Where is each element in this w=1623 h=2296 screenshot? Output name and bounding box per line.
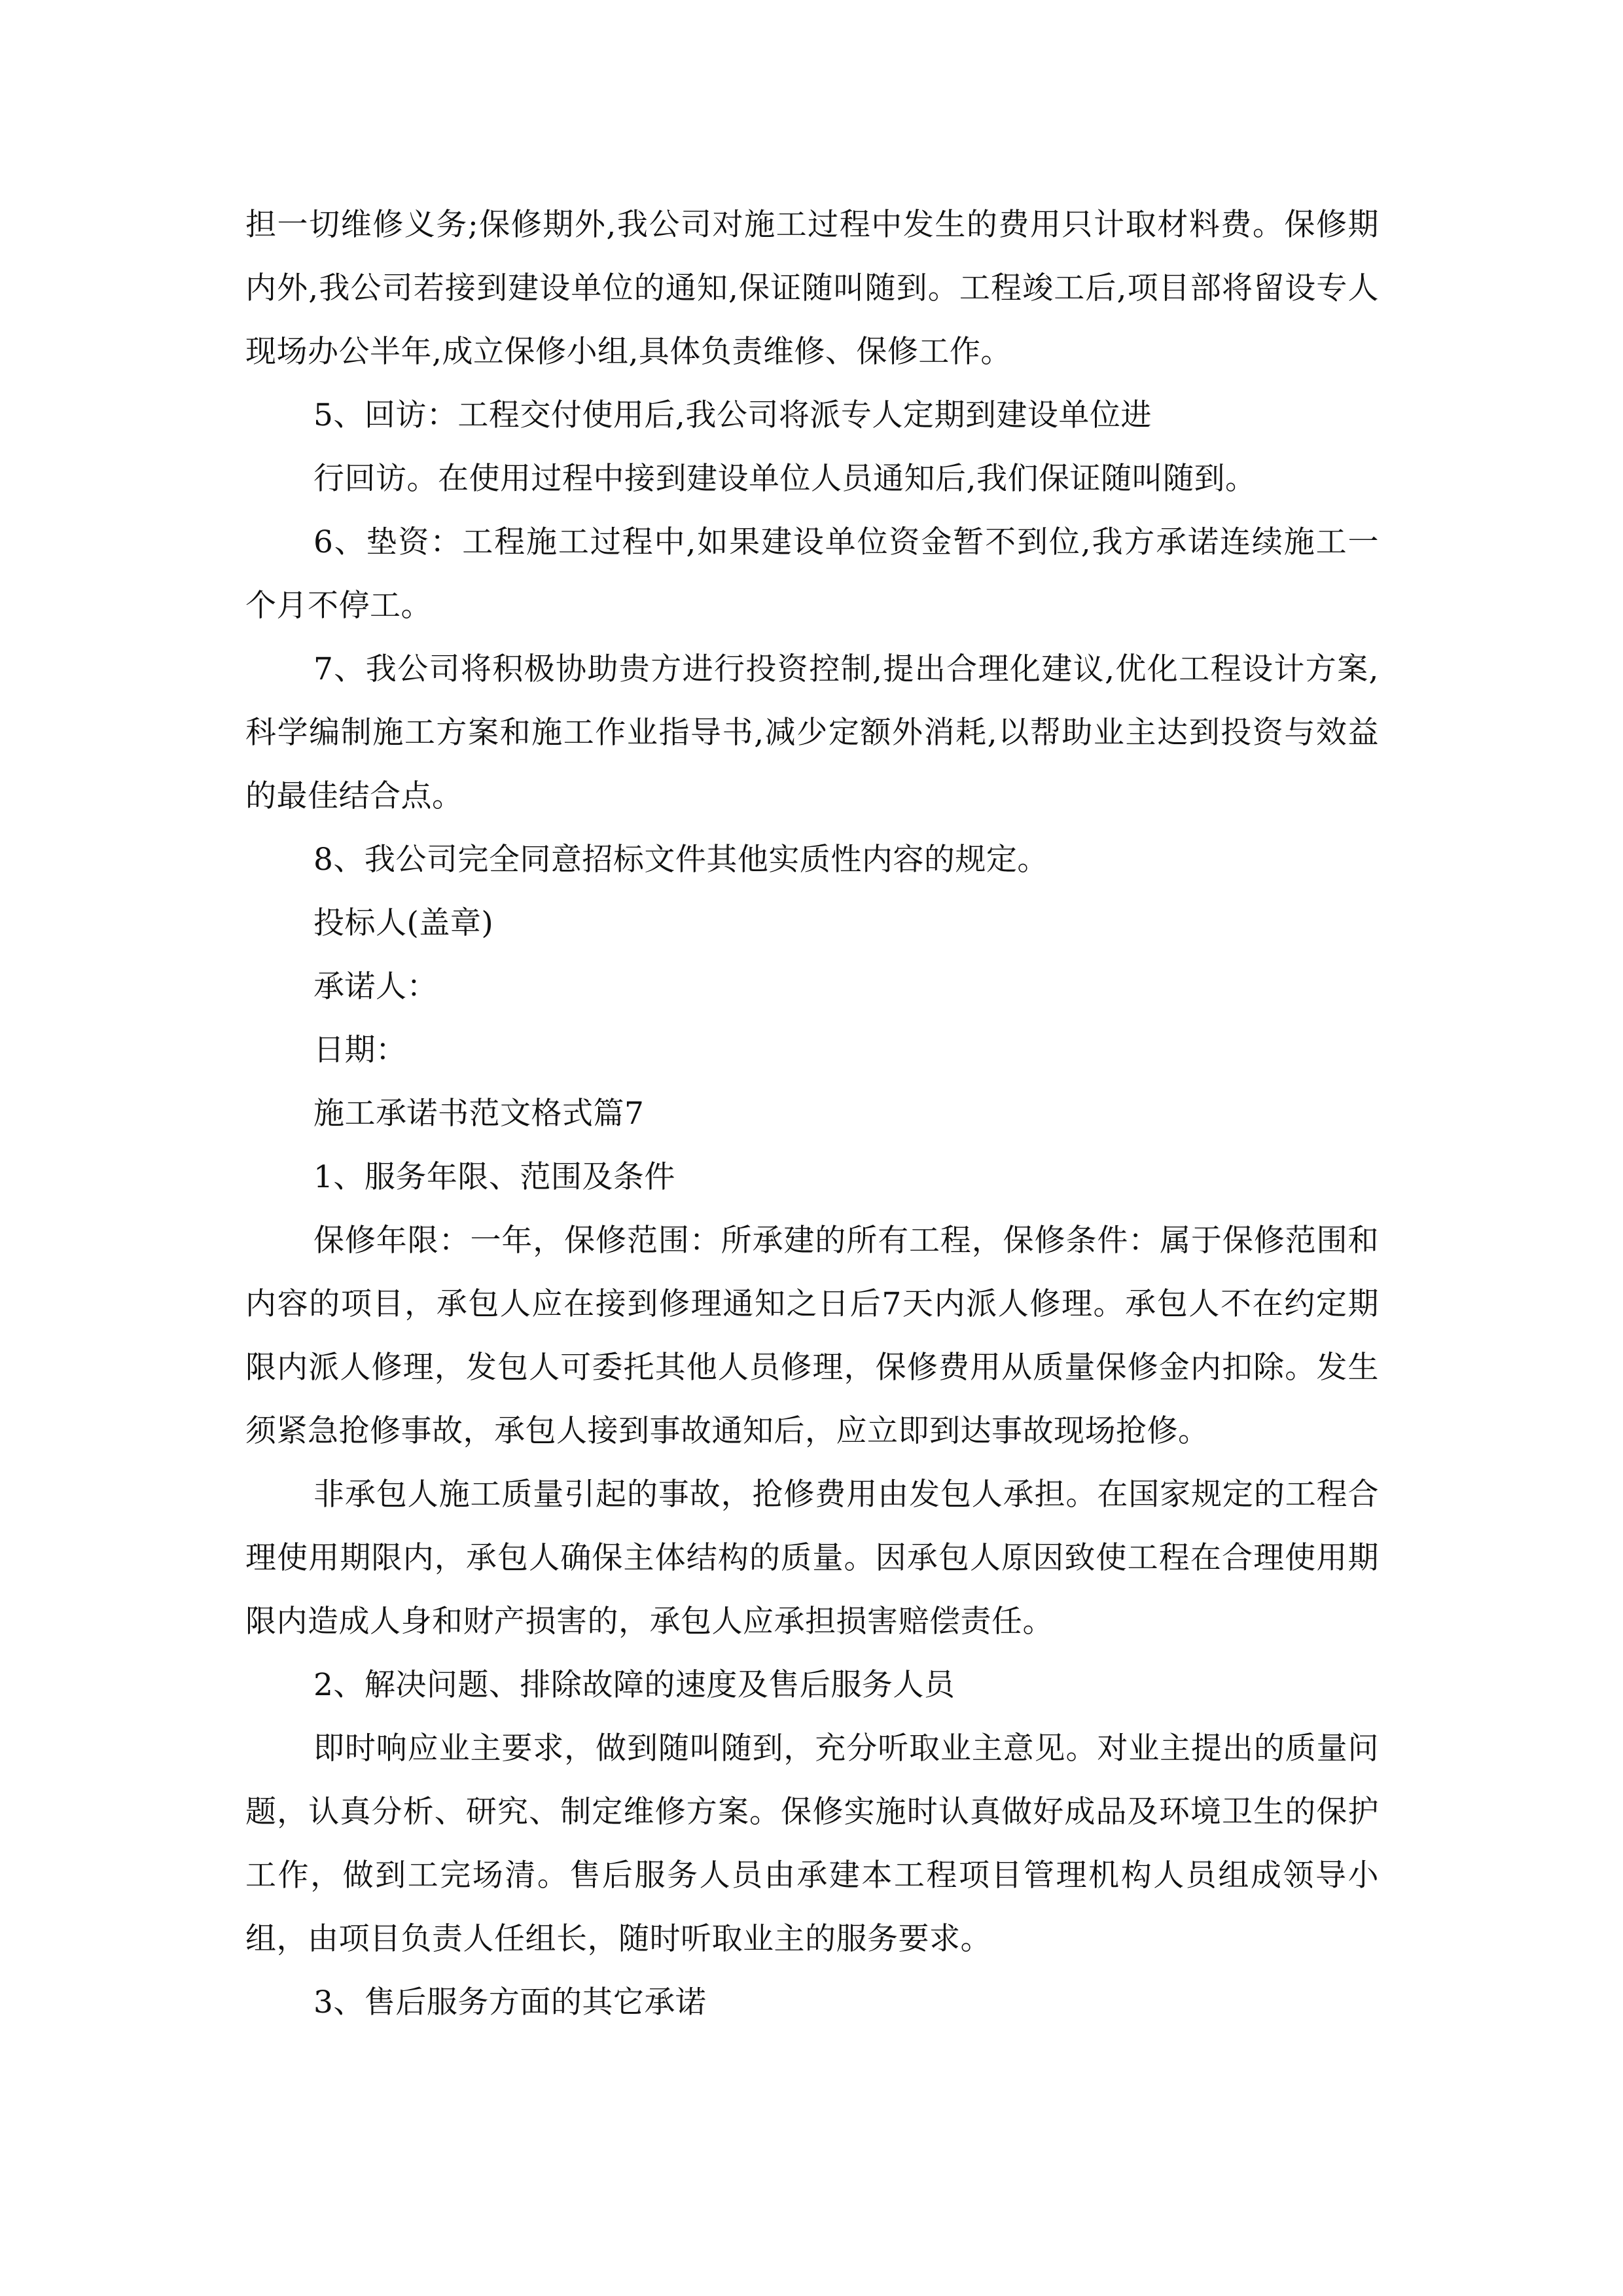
paragraph-revisit-item: 5、回访：工程交付使用后,我公司将派专人定期到建设单位进: [313, 397, 1152, 433]
paragraph-warranty-terms: 保修年限：一年，保修范围：所承建的所有工程，保修条件：属于保修范围和内容的项目，承包人应在接到修理通知之日后7天内派人修理。承包人不在约定期限内派人修理，发包人可委托其他人员修理，保修费用从质量保修金内扣除。发生须紧急抢修事故，承包人接到事故通知后，应立即到达事故现场抢修。: [245, 1223, 1379, 1449]
paragraph-advance-funding: 6、垫资：工程施工过程中,如果建设单位资金暂不到位,我方承诺连续施工一个月不停工。: [245, 524, 1379, 624]
paragraph-investment-control: 7、我公司将积极协助贵方进行投资控制,提出合理化建议,优化工程设计方案,科学编制施工方案和施工作业指导书,减少定额外消耗,以帮助业主达到投资与效益的最佳结合点。: [245, 651, 1379, 814]
bidder-seal-line: 投标人(盖章): [313, 905, 494, 941]
paragraph-warranty-duty: 担一切维修义务;保修期外,我公司对施工过程中发生的费用只计取材料费。保修期内外,我公司若接到建设单位的通知,保证随叫随到。工程竣工后,项目部将留设专人现场办公半年,成立保修小组,具体负责维修、保修工作。: [245, 207, 1379, 370]
heading-problem-resolution: 2、解决问题、排除故障的速度及售后服务人员: [313, 1667, 955, 1703]
heading-other-commitments: 3、售后服务方面的其它承诺: [313, 1984, 707, 2020]
heading-service-scope: 1、服务年限、范围及条件: [313, 1159, 675, 1195]
promisor-line: 承诺人：: [313, 969, 438, 1005]
document-body: [245, 193, 1379, 2034]
paragraph-response-service: 即时响应业主要求，做到随叫随到，充分听取业主意见。对业主提出的质量问题，认真分析、研究、制定维修方案。保修实施时认真做好成品及环境卫生的保护工作，做到工完场清。售后服务人员由承建本工程项目管理机构人员组成领导小组，由项目负责人任组长，随时听取业主的服务要求。: [245, 1731, 1379, 1957]
date-line: 日期：: [313, 1032, 407, 1068]
paragraph-revisit-continued: 行回访。在使用过程中接到建设单位人员通知后,我们保证随叫随到。: [313, 461, 1257, 497]
paragraph-liability: 非承包人施工质量引起的事故，抢修费用由发包人承担。在国家规定的工程合理使用期限内，承包人确保主体结构的质量。因承包人原因致使工程在合理使用期限内造成人身和财产损害的，承包人应承担损害赔偿责任。: [245, 1477, 1379, 1640]
paragraph-agree-tender: 8、我公司完全同意招标文件其他实质性内容的规定。: [313, 842, 1048, 878]
section-title: 施工承诺书范文格式篇7: [313, 1096, 645, 1132]
